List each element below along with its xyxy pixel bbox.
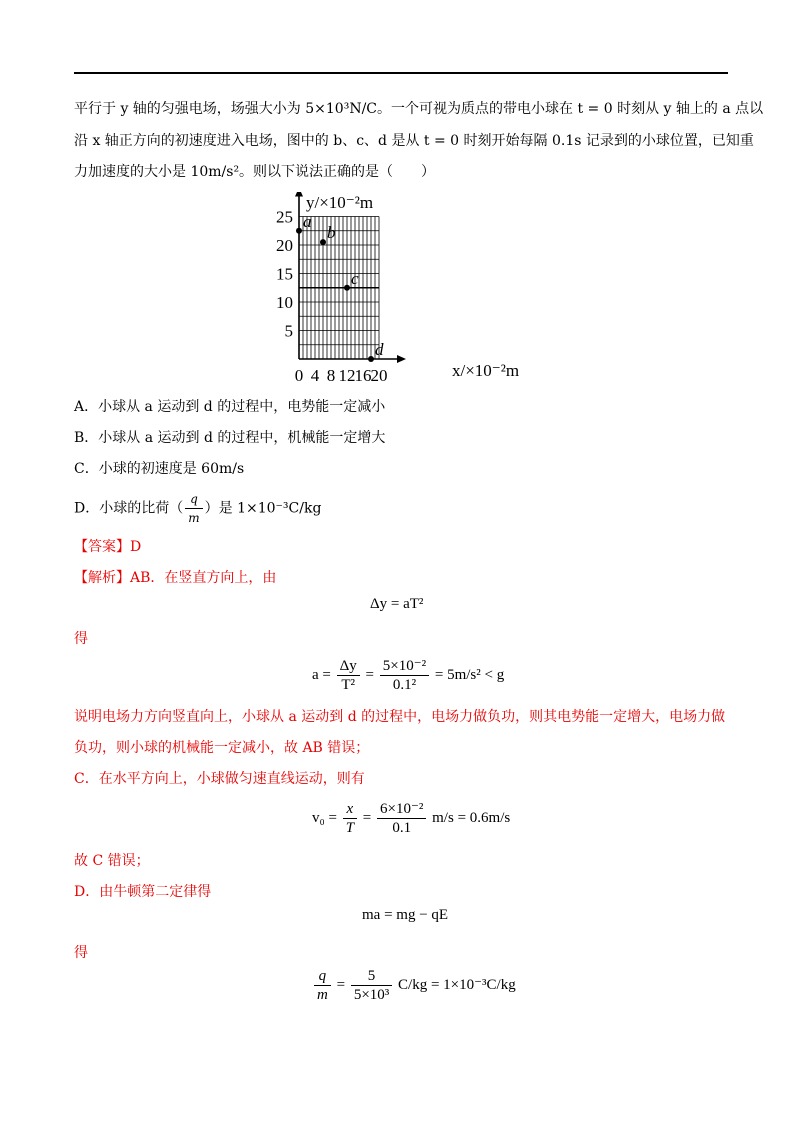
analysis-de-1: 得	[74, 631, 88, 647]
point-label-d: d	[375, 340, 384, 359]
analysis-c-intro: C．在水平方向上，小球做匀速直线运动，则有	[74, 771, 365, 787]
position-graph	[260, 192, 550, 387]
x-tick-label: 20	[370, 366, 388, 385]
eq3-frac1-num: x	[343, 800, 357, 819]
y-axis-label: y/×10⁻²m	[306, 193, 374, 212]
analysis-de-2: 得	[74, 945, 88, 961]
eq3-frac1-den: T	[345, 820, 355, 836]
eq5-frac2-den: 5×10³	[353, 987, 390, 1003]
header-rule	[74, 72, 728, 74]
point-d	[368, 356, 374, 362]
eq2-frac2-num: 5×10⁻²	[380, 657, 429, 676]
analysis-conclusion-2: 负功，则小球的机械能一定减小，故 AB 错误；	[74, 740, 370, 756]
eq2-lhs: a =	[312, 666, 331, 683]
y-axis-arrow-icon	[295, 192, 303, 197]
y-tick-label: 20	[276, 236, 293, 255]
question-line-1: 平行于 y 轴的匀强电场，场强大小为 5×10³N/C。一个可视为质点的带电小球在 t = 0 时刻从 y 轴上的 a 点以	[74, 101, 764, 117]
y-tick-label: 15	[276, 264, 293, 284]
point-label-c: c	[351, 268, 359, 288]
y-tick-label: 10	[276, 293, 293, 312]
option-b: B．小球从 a 运动到 d 的过程中，机械能一定增大	[74, 430, 386, 446]
question-line-2: 沿 x 轴正方向的初速度进入电场，图中的 b、c、d 是从 t = 0 时刻开始每隔 0.1s 记录到的小球位置，已知重	[74, 133, 754, 149]
eq3-frac2-den: 0.1	[392, 820, 412, 836]
answer-line	[74, 536, 141, 556]
eq5-frac1-den: m	[317, 987, 328, 1003]
eq2-frac2-den: 0.1²	[392, 677, 417, 693]
x-tick-label: 4	[310, 366, 320, 385]
eq2-frac1-den: T²	[341, 677, 356, 693]
x-tick-labels	[295, 366, 388, 385]
analysis-c-conclusion: 故 C 错误；	[74, 853, 150, 869]
question-line-3: 力加速度的大小是 10m/s²。则以下说法正确的是（ ）	[74, 164, 436, 180]
equation-1: Δy = aT²	[370, 596, 424, 612]
eq5-frac2-num: 5	[351, 967, 392, 986]
equation-2: a = $\frac{\Delta y}{\text{T²}}$ = $\frac{\text{5×10⁻²}}{\text{0.1²}}$ = 5m/s² < g	[312, 658, 505, 693]
equation-4: ma = mg − qE	[362, 907, 449, 923]
x-tick-label: 16	[354, 366, 372, 385]
eq3-rhs: m/s = 0.6m/s	[432, 809, 511, 826]
graph-grid	[299, 217, 379, 360]
answer-value: D	[130, 539, 142, 555]
point-b	[320, 239, 326, 245]
eq3-lhs: v₀ =	[312, 809, 337, 826]
analysis-intro: AB．在竖直方向上，由	[130, 570, 277, 586]
equation-3: v₀ = $\frac{x}{T}$ = $\frac{\text{6×10⁻²}}{0.1}$ m/s = 0.6m/s	[312, 801, 511, 836]
eq2-frac1-num: Δy	[337, 657, 360, 676]
option-d	[74, 490, 321, 527]
point-c	[344, 285, 350, 291]
y-tick-label: 5	[284, 321, 293, 341]
eq2-rhs: = 5m/s² < g	[434, 666, 505, 683]
analysis-conclusion-1: 说明电场力方向竖直向上，小球从 a 运动到 d 的过程中，电场力做负功，则其电势能一定增大，电场力做	[74, 709, 726, 725]
x-tick-label: 0	[294, 366, 304, 385]
analysis-line-1	[74, 567, 276, 587]
x-tick-label: 8	[326, 366, 336, 385]
option-d-num: q	[185, 490, 202, 509]
eq5-rhs: C/kg = 1×10⁻³C/kg	[398, 976, 516, 993]
analysis-label: 【解析】	[74, 570, 130, 586]
equation-5: $\frac{q}{m}$ = $\frac{5}{\text{5×10³}}$ C/kg = 1×10⁻³C/kg	[312, 967, 516, 1004]
x-tick-label: 12	[338, 366, 356, 385]
x-axis-label: x/×10⁻²m	[452, 361, 520, 380]
point-a	[296, 228, 302, 234]
option-d-prefix: D．小球的比荷（	[74, 500, 184, 517]
y-tick-label: 25	[276, 207, 293, 227]
answer-label: 【答案】	[74, 539, 130, 555]
x-axis-arrow-icon	[397, 355, 406, 363]
eq5-frac1-num: q	[314, 967, 331, 986]
point-label-a: a	[303, 211, 312, 231]
point-label-b: b	[327, 223, 336, 243]
option-d-suffix: ）是 1×10⁻³C/kg	[204, 500, 322, 517]
analysis-d-intro: D．由牛顿第二定律得	[74, 884, 212, 900]
option-a: A．小球从 a 运动到 d 的过程中，电势能一定减小	[74, 399, 386, 415]
y-tick-labels	[276, 208, 293, 341]
option-c: C．小球的初速度是 60m/s	[74, 461, 245, 477]
option-d-den: m	[188, 511, 200, 525]
eq3-frac2-num: 6×10⁻²	[377, 800, 426, 819]
